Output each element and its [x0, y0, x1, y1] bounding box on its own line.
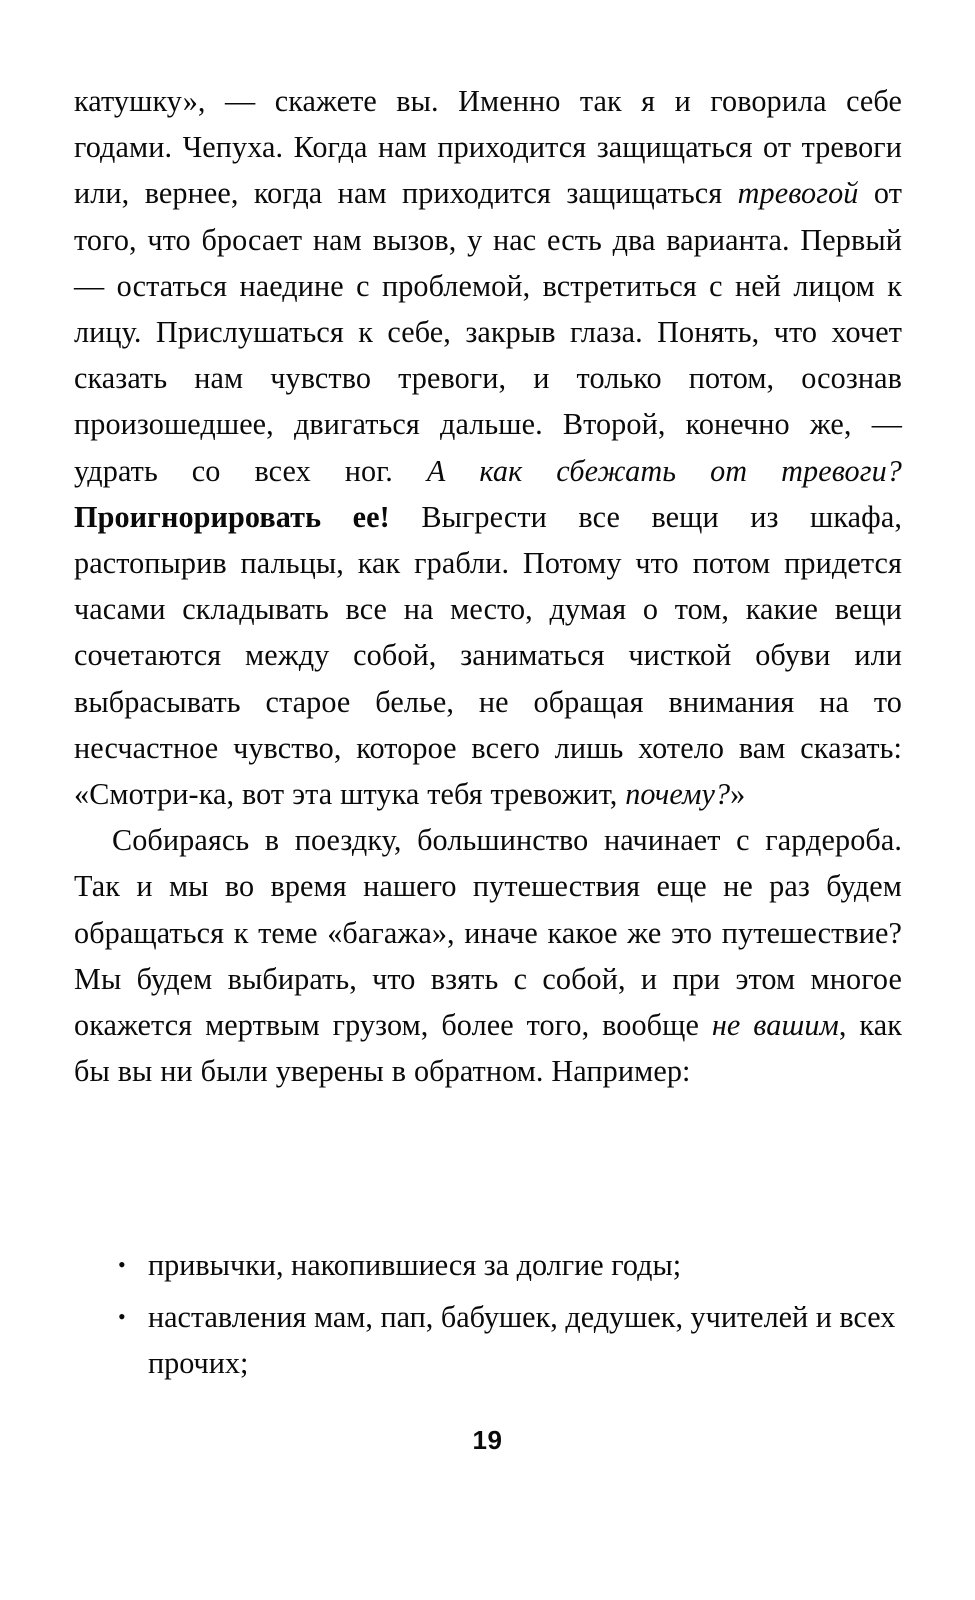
- list-item-label: привычки, накопившиеся за долгие годы;: [148, 1248, 682, 1282]
- paragraph-2: [74, 817, 902, 1094]
- paragraph-2-italic-ne-vashim: не вашим: [711, 1008, 839, 1043]
- paragraph-2-run-1: Собираясь в поездку, большинство начинает с гардероба. Так и мы во время нашего путешествия еще не раз будем обращаться к теме «багажа», иначе какое же это путешествие? Мы будем выбирать, что взять с собой, и при этом многое окажется мертвым грузом, более того, вообще: [74, 823, 902, 1043]
- paragraph-1-run-3: от того, что бросает нам вызов, у нас есть два варианта. Первый — остаться наедине с проблемой, встретиться с ней лицом к лицу. Прислушаться к себе, закрыв глаза. Понять, что хочет сказать нам чувство тревоги, и только потом, осознав произошедшее, двигаться дальше. Второй, конечно же, — удрать со всех ног.: [74, 176, 902, 488]
- list-item: [74, 1242, 902, 1288]
- bullet-point-icon: •: [118, 1304, 126, 1330]
- paragraph-1-run-1: катушку», — скажете вы. Именно так я и говорила себе годами. Чепуха. Когда нам приходится защищаться от тревоги или, вернее, когда нам приходится защищаться: [74, 84, 902, 211]
- list-item-label: наставления мам, пап, бабушек, дедушек, учителей и всех прочих;: [148, 1300, 896, 1381]
- paragraph-1: [74, 78, 902, 817]
- text-column: [74, 78, 902, 1094]
- paragraph-1-run-7: Выгрести все вещи из шкафа, растопырив пальцы, как грабли. Потому что потом придется часами складывать все на место, думая о том, какие вещи сочетаются между собой, заниматься чисткой обуви или выбрасывать старое белье, не обращая внимания на то несчастное чувство, которое всего лишь хотело вам сказать: «Смотри-ка, вот эта штука тебя тревожит,: [74, 499, 902, 812]
- bullet-point-icon: •: [118, 1252, 126, 1277]
- paragraph-1-italic-question: А как сбежать от тревоги?: [426, 453, 902, 488]
- paragraph-1-run-9: »: [730, 777, 746, 812]
- paragraph-1-bold-ignore: Проигнорировать ее!: [74, 499, 390, 534]
- paragraph-1-italic-trevogoy: тревогой: [737, 176, 859, 211]
- paragraph-2-run-3: , как бы вы ни были уверены в обратном. Например:: [74, 1008, 902, 1089]
- paragraph-1-italic-pochemu: почему?: [625, 777, 731, 812]
- list-item: [74, 1294, 902, 1386]
- bullet-list: [74, 1242, 902, 1387]
- page-number: 19: [472, 1425, 503, 1455]
